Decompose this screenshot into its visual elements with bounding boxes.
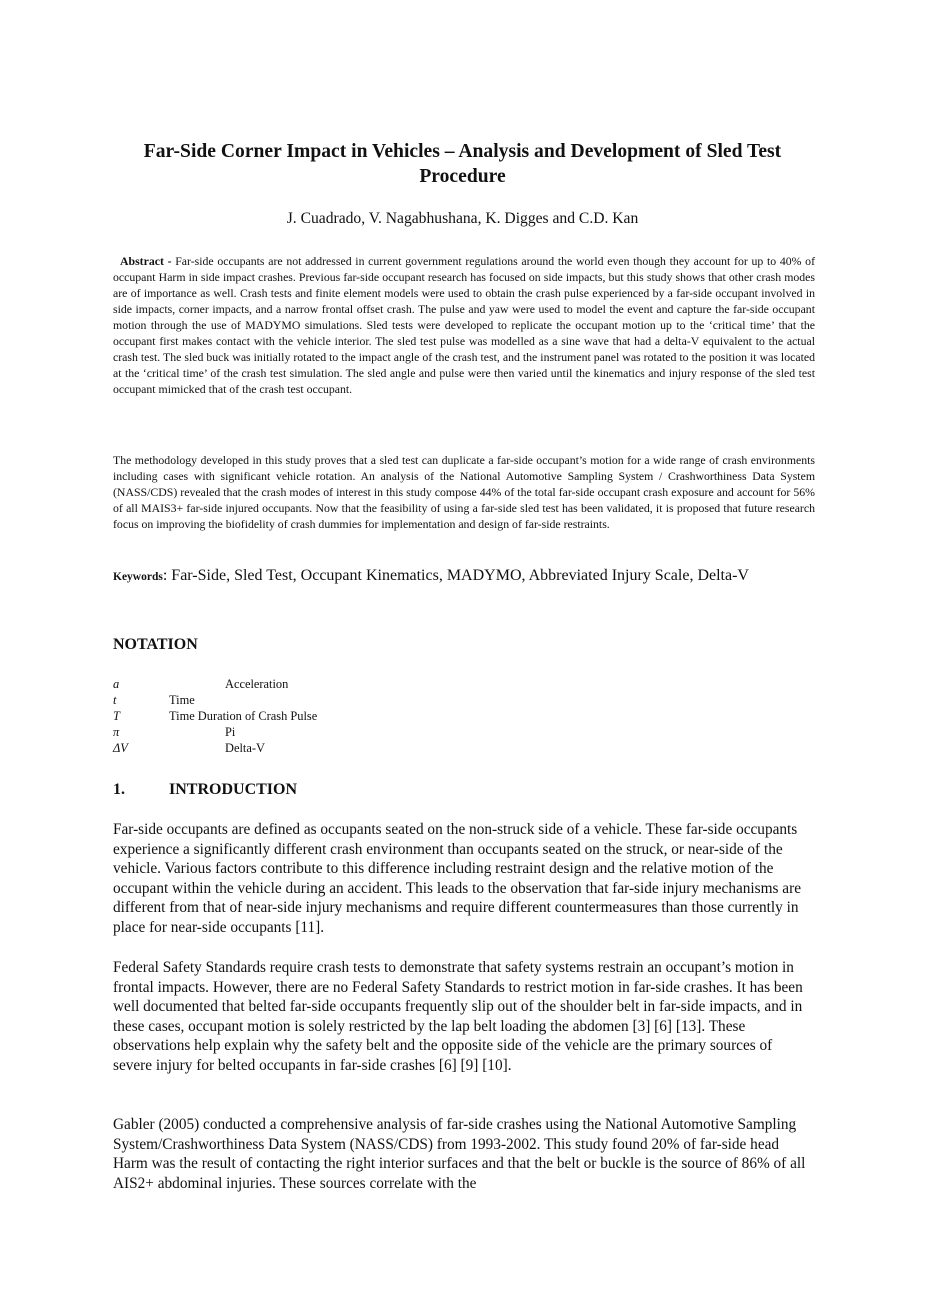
notation-row (113, 676, 317, 692)
keywords-text: : Far-Side, Sled Test, Occupant Kinematics, MADYMO, Abbreviated Injury Scale, Delta-V (162, 567, 749, 584)
paper-title: Far-Side Corner Impact in Vehicles – Analysis and Development of Sled Test Procedure (143, 141, 782, 187)
abstract-label: Abstract - (120, 254, 172, 268)
notation-heading: NOTATION (113, 636, 198, 653)
notation-symbol: ΔV (113, 741, 128, 756)
notation-definition: Time (169, 693, 195, 708)
notation-definition: Pi (225, 725, 236, 740)
abstract-paragraph-2: The methodology developed in this study proves that a sled test can duplicate a far-side occupant’s motion for a wide range of crash environments including cases with significant vehicle rotation. An analysis of the National Automotive Sampling System / Crashworthiness Data System (NASS/CDS) revealed that the crash modes of interest in this study compose 44% of the total far-side occupant crash exposure and account for 56% of all MAIS3+ far-side injured occupants. Now that the feasibility of using a far-side sled test has been validated, it is proposed that future research focus on improving the biofidelity of crash dummies for implementation and design of far-side restraints. (113, 453, 815, 531)
intro-paragraph-2: Federal Safety Standards require crash tests to demonstrate that safety systems restrain an occupant’s motion in frontal impacts. However, there are no Federal Safety Standards to restrict motion in far-side crashes. It has been well documented that belted far-side occupants frequently slip out of the shoulder belt in far-side impacts, and in these cases, occupant motion is solely restricted by the lap belt loading the abdomen [3] [6] [13]. These observations help explain why the safety belt and the opposite side of the vehicle are the primary sources of severe injury for belted occupants in far-side crashes [6] [9] [10]. (113, 959, 803, 1074)
notation-symbol: t (113, 693, 117, 708)
section-number: 1. (113, 781, 125, 798)
notation-table (113, 676, 317, 756)
section-title: INTRODUCTION (169, 781, 298, 798)
keywords-line (113, 565, 815, 588)
notation-row (113, 740, 317, 756)
notation-row (113, 692, 317, 708)
notation-definition: Acceleration (225, 677, 289, 691)
notation-row (113, 724, 317, 740)
intro-paragraph-3: Gabler (2005) conducted a comprehensive analysis of far-side crashes using the National Automotive Sampling System/Crashworthiness Data System (NASS/CDS) from 1993-2002. This study found 20% of far-side head Harm was the result of contacting the right interior surfaces and that the belt or buckle is the source of 86% of all AIS2+ abdominal injuries. These sources correlate with the (113, 1116, 806, 1192)
notation-definition: Time Duration of Crash Pulse (169, 709, 318, 724)
intro-paragraph-1: Far-side occupants are defined as occupants seated on the non-struck side of a vehicle. These far-side occupants experience a significantly different crash environment than occupants seated on the struck, or near-side of the vehicle. Various factors contribute to this difference including restraint design and the relative motion of the occupant within the vehicle during an accident. This leads to the observation that far-side injury mechanisms are different from that of near-side injury mechanisms and require different countermeasures than those currently in place for near-side occupants [11]. (113, 821, 801, 936)
notation-row (113, 708, 317, 724)
keywords-label: Keywords (113, 571, 163, 583)
notation-symbol: T (113, 709, 120, 724)
paper-authors: J. Cuadrado, V. Nagabhushana, K. Digges and C.D. Kan (286, 210, 639, 227)
notation-symbol: π (113, 725, 120, 740)
notation-symbol: a (113, 677, 120, 691)
abstract-text-1: Far-side occupants are not addressed in current government regulations around the world even though they account for up to 40% of occupant Harm in side impact crashes. Previous far-side occupant research has focused on side impacts, but this study shows that other crash modes are of importance as well. Crash tests and finite element models were used to obtain the crash pulse experienced by a far-side occupant involved in side impacts, corner impacts, and a narrow frontal offset crash. The pulse and yaw were used to model the event and capture the far-side occupant motion through the use of MADYMO simulations. Sled tests were developed to replicate the occupant motion up to the ‘critical time’ that the occupant first makes contact with the vehicle interior. The sled test pulse was modelled as a sine wave that had a delta-V equivalent to the actual crash test. The sled buck was initially rotated to the impact angle of the crash test, and the instrument panel was rotated to the position it was located at the ‘critical time’ of the crash test simulation. The sled angle and pulse were then varied until the kinematics and injury response of the sled test occupant mimicked that of the crash test occupant. (113, 254, 816, 396)
section-heading-introduction (113, 780, 297, 800)
abstract-paragraph-1 (113, 253, 815, 397)
notation-definition: Delta-V (225, 741, 265, 756)
